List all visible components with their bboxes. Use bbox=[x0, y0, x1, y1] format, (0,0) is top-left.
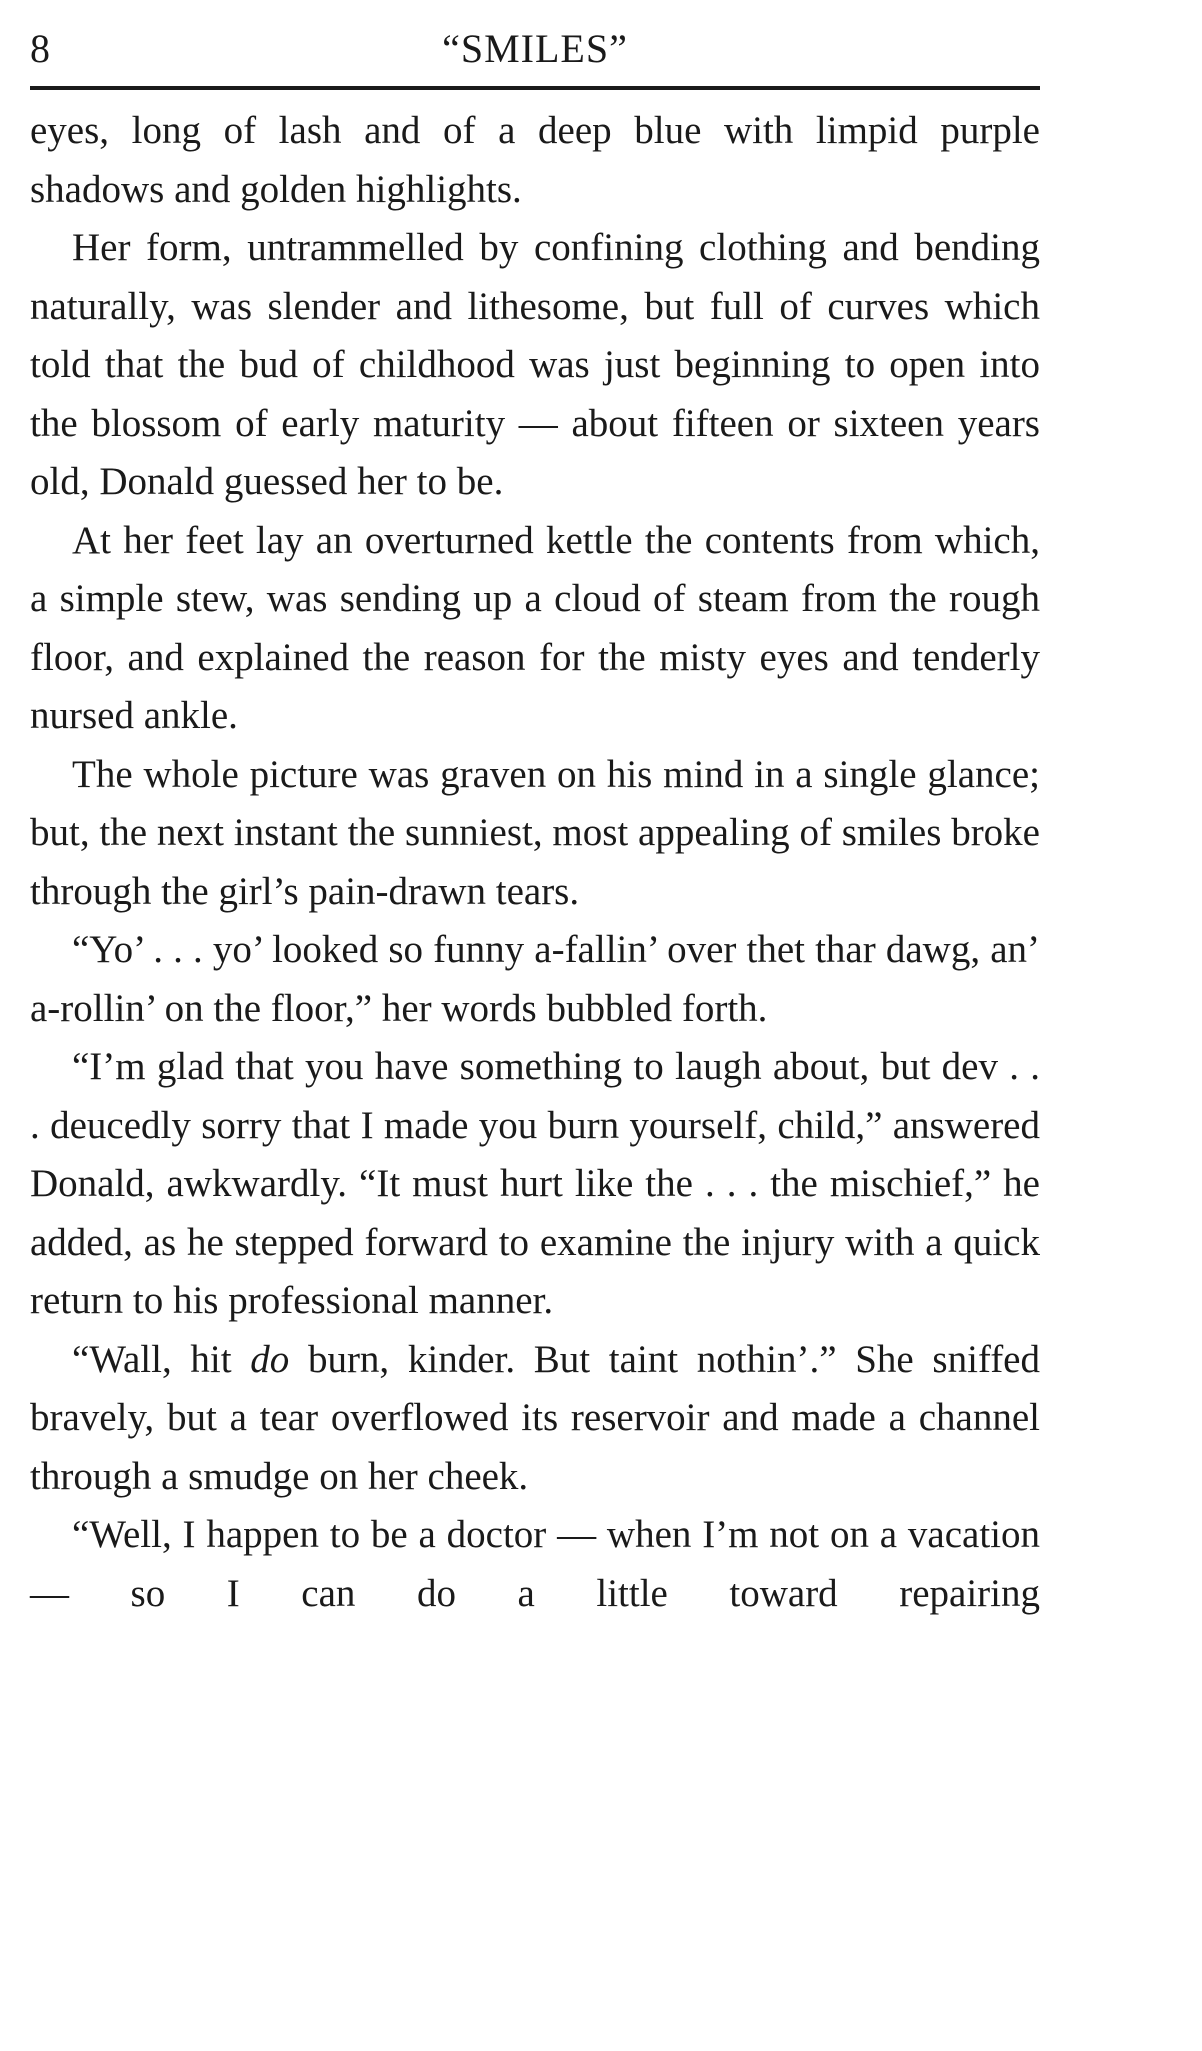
paragraph: “I’m glad that you have something to laugh about, but dev . . . deucedly sorry that I made you burn yourself, child,” answered Donald, awkwardly. “It must hurt like the . . . the mischief,” he added, as he stepped forward to examine the injury with a quick return to his professional manner. bbox=[30, 1045, 1040, 1322]
paragraph: At her feet lay an overturned kettle the contents from which, a simple stew, was sending up a cloud of steam from the rough floor, and explained the reason for the misty eyes and tenderly nursed ankle. bbox=[30, 518, 1040, 737]
page-number: 8 bbox=[30, 26, 50, 71]
paragraph-continues: “Well, I happen to be a doctor — when I’m not on a vacation — so I can do a little toward repairing bbox=[30, 1513, 1040, 1615]
paragraph-text: “Wall, hit bbox=[72, 1337, 251, 1381]
paragraph: The whole picture was graven on his mind in a single glance; but, the next instant the sunniest, most appealing of smiles broke through the girl’s pain-drawn tears. bbox=[30, 752, 1040, 913]
running-title: “SMILES” bbox=[442, 26, 628, 71]
paragraph: “Yo’ . . . yo’ looked so funny a-fallin’ over thet thar dawg, an’ a-rollin’ on the floor,” her words bubbled forth. bbox=[30, 928, 1040, 1030]
page-header bbox=[30, 20, 1040, 82]
body-text bbox=[30, 102, 1040, 1623]
emphasized-word: do bbox=[250, 1337, 290, 1381]
paragraph-continued: eyes, long of lash and of a deep blue with limpid purple shadows and golden highlights. bbox=[30, 109, 1040, 211]
paragraph: Her form, untrammelled by confining clothing and bending naturally, was slender and lithesome, but full of curves which told that the bud of childhood was just beginning to open into the blossom of early maturity — about fifteen or sixteen years old, Donald guessed her to be. bbox=[30, 226, 1040, 503]
paragraph bbox=[30, 1331, 1040, 1507]
paragraph-text: burn, kinder. But taint nothin’.” She sniffed bravely, but a tear overflowed its reservoir and made a channel through a smudge on her cheek. bbox=[30, 1337, 1040, 1498]
header-rule bbox=[30, 86, 1040, 90]
book-page bbox=[30, 20, 1040, 1615]
